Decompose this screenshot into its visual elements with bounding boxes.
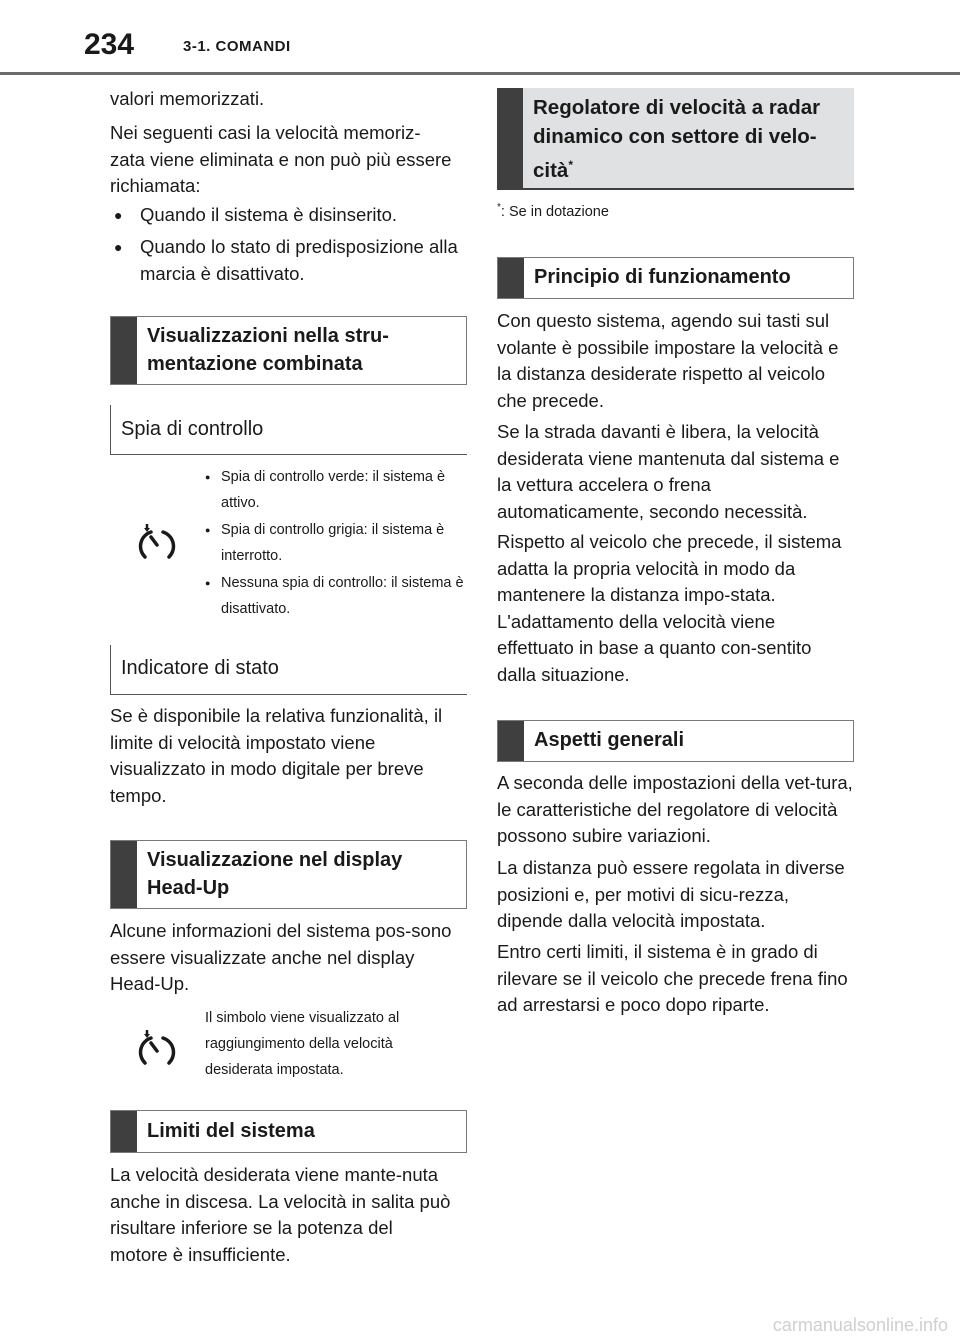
watermark: carmanualsonline.info	[772, 1315, 948, 1335]
section-heading-visualizzazioni	[110, 316, 467, 385]
footnote-text: : Se in dotazione	[500, 203, 609, 220]
section-heading-aspetti	[497, 720, 854, 762]
spia-item: ● Spia di controllo grigia: il sistema è interrotto.	[205, 517, 471, 569]
section-heading-principio	[497, 257, 854, 299]
footnote	[497, 202, 609, 220]
subheading-label: Spia di controllo	[121, 418, 264, 440]
speedometer-icon	[137, 1030, 177, 1070]
section-heading-bar	[498, 258, 524, 298]
left-p-indicatore: Se è disponibile la relativa funzionalità, il limite di velocità impostato viene visualizzato in modo digitale per breve tempo.	[110, 705, 443, 806]
section-heading-headup	[110, 840, 467, 909]
right-p2: Se la strada davanti è libera, la velocità desiderata viene mantenuta dal sistema e la vettura accelera o frena automaticamente, secondo necessità.	[497, 421, 840, 522]
section-heading-label: Visualizzazione nel display Head-Up	[147, 849, 403, 899]
page-number: 234	[84, 28, 135, 61]
right-p6: Entro certi limiti, il sistema è in grado di rilevare se il veicolo che precede frena fino ad arrestarsi e poco dopo riparte.	[497, 941, 848, 1015]
left-p-limiti: La velocità desiderata viene mante-nuta anche in discesa. La velocità in salita può risultare inferiore se la potenza del motore è insufficiente.	[110, 1164, 451, 1265]
section-heading-bar	[111, 317, 137, 384]
section-heading-bar	[111, 1111, 137, 1152]
subheading-indicatore	[110, 645, 467, 695]
bullet-item: ● Quando lo stato di predisposizione alla marcia è disattivato.	[114, 234, 480, 287]
spia-item: ● Spia di controllo verde: il sistema è attivo.	[205, 464, 471, 516]
section-heading-limiti	[110, 1110, 467, 1153]
right-p5: La distanza può essere regolata in diverse posizioni e, per motivi di sicu-rezza, dipende dalla velocità impostata.	[497, 857, 845, 931]
left-p1: valori memorizzati.	[110, 88, 265, 109]
header-divider	[0, 72, 960, 75]
left-p-headup: Alcune informazioni del sistema pos-sono essere visualizzate anche nel display Head-Up.	[110, 920, 452, 994]
headup-note: Il simbolo viene visualizzato al raggiungimento della velocità desiderata impostata.	[205, 1010, 400, 1078]
bullet-item: ● Quando il sistema è disinserito.	[114, 202, 480, 229]
chapter-title	[533, 93, 846, 185]
subheading-label: Indicatore di stato	[121, 657, 279, 679]
right-p3: Rispetto al veicolo che precede, il sistema adatta la propria velocità in modo da mantenere la distanza impo-stata. L'adattamento della velocità viene effettuato in base a quanto con-sentito dalla situazione.	[497, 531, 842, 685]
spia-item: ● Nessuna spia di controllo: il sistema è disattivato.	[205, 570, 471, 622]
speedometer-icon	[137, 524, 177, 564]
chapter-title-star: *	[568, 158, 573, 172]
footnote-star: *	[497, 202, 501, 213]
subheading-spia	[110, 405, 467, 455]
right-p4: A seconda delle impostazioni della vet-tura, le caratteristiche del regolatore di velocità possono subire variazioni.	[497, 772, 853, 846]
section-heading-bar	[497, 88, 523, 188]
section-heading-bar	[498, 721, 524, 761]
section-heading-label: Aspetti generali	[534, 729, 685, 751]
right-p1: Con questo sistema, agendo sui tasti sul volante è possibile impostare la velocità e la distanza desiderate rispetto al veicolo che precede.	[497, 310, 839, 411]
left-p2: Nei seguenti casi la velocità memoriz-zata viene eliminata e non può più essere richiamata:	[110, 122, 452, 196]
section-heading-label: Limiti del sistema	[147, 1120, 315, 1142]
chapter-title-box	[497, 88, 854, 190]
section-heading-label: Visualizzazioni nella stru-mentazione combinata	[147, 325, 389, 375]
chapter-title-text: Regolatore di velocità a radar dinamico con settore di velo-cità	[533, 96, 821, 182]
section-heading-bar	[111, 841, 137, 908]
section-heading-label: Principio di funzionamento	[534, 266, 791, 288]
section-title: 3-1. COMANDI	[183, 38, 291, 55]
